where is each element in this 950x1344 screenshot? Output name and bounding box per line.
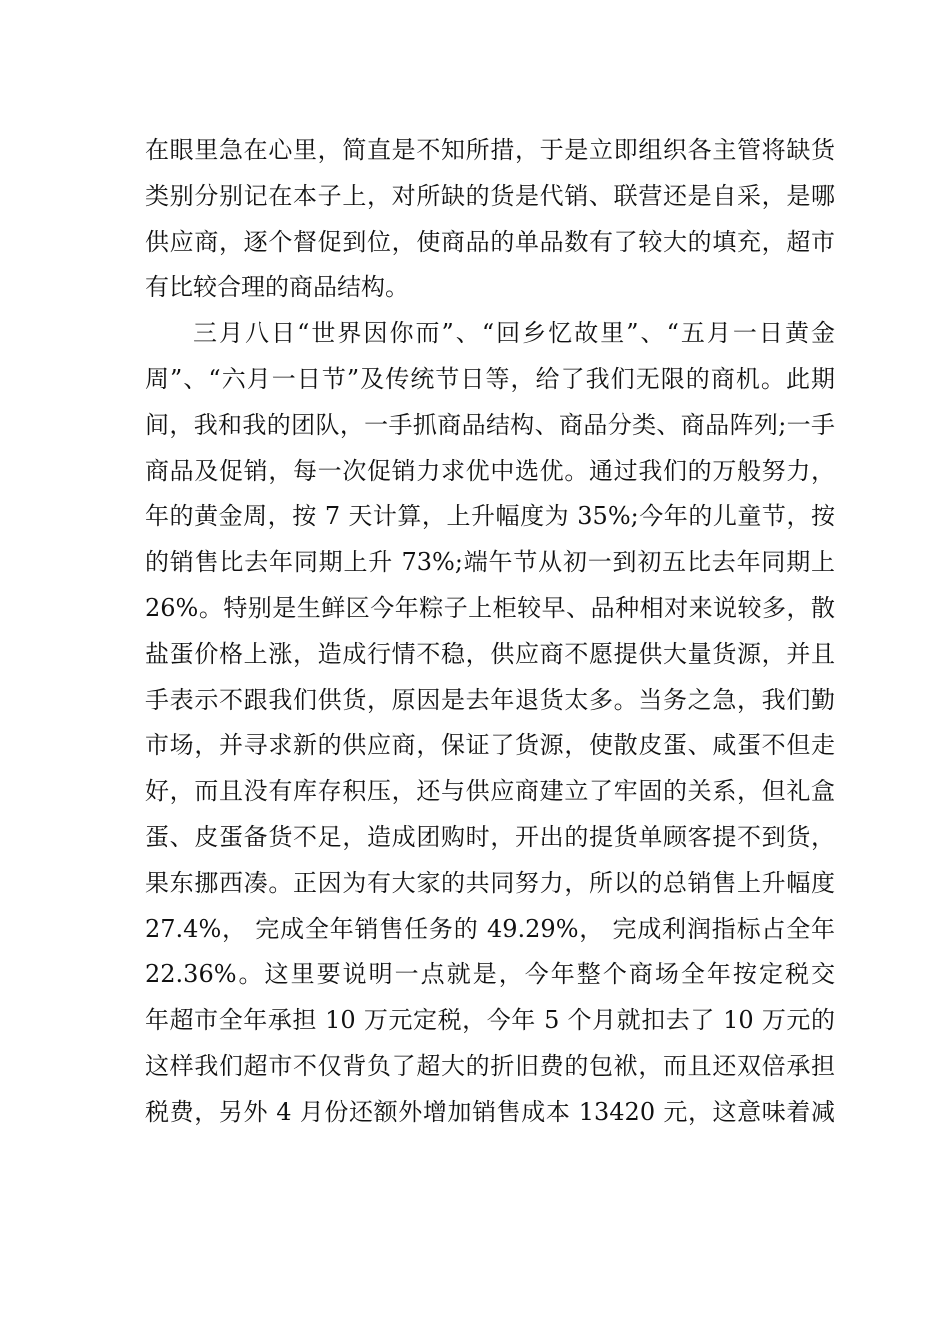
text-line: 类别分别记在本子上，对所缺的货是代销、联营还是自采，是哪 — [145, 181, 835, 210]
text-line: 蛋、皮蛋备货不足，造成团购时，开出的提货单顾客提不到货， — [145, 822, 835, 851]
text-line: 有比较合理的商品结构。 — [145, 273, 409, 302]
text-line: 26%。特别是生鲜区今年粽子上柜较早、品种相对来说较多，散 — [145, 593, 835, 622]
text-line: 好，而且没有库存积压，还与供应商建立了牢固的关系，但礼盒 — [145, 777, 835, 806]
text-line: 果东挪西凑。正因为有大家的共同努力，所以的总销售上升幅度 — [145, 868, 835, 897]
text-line: 在眼里急在心里，简直是不知所措，于是立即组织各主管将缺货 — [145, 136, 835, 164]
text-line: 周”、“六月一日节”及传统节日等，给了我们无限的商机。此期 — [145, 364, 835, 393]
text-line: 市场，并寻求新的供应商，保证了货源，使散皮蛋、咸蛋不但走 — [145, 731, 835, 760]
text-line: 供应商，逐个督促到位，使商品的单品数有了较大的填充，超市 — [145, 227, 835, 256]
text-line: 商品及促销，每一次促销力求优中选优。通过我们的万般努力， — [145, 456, 835, 485]
text-line: 年超市全年承担 10 万元定税，今年 5 个月就扣去了 10 万元的 — [145, 1006, 835, 1035]
text-line: 盐蛋价格上涨，造成行情不稳，供应商不愿提供大量货源，并且 — [145, 639, 835, 668]
text-line: 年的黄金周，按 7 天计算，上升幅度为 35%;今年的儿童节，按 — [145, 502, 835, 531]
text-line: 手表示不跟我们供货，原因是去年退货太多。当务之急，我们勤 — [145, 685, 835, 714]
paragraph-first-line: 三月八日“世界因你而”、“回乡忆故里”、“五月一日黄金 — [193, 319, 835, 348]
text-line: 这样我们超市不仅背负了超大的折旧费的包袱，而且还双倍承担 — [145, 1051, 835, 1080]
text-line: 27.4%， 完成全年销售任务的 49.29%， 完成利润指标占全年 — [145, 914, 835, 943]
text-line: 22.36%。这里要说明一点就是，今年整个商场全年按定税交 — [145, 960, 835, 989]
text-line: 税费，另外 4 月份还额外增加销售成本 13420 元，这意味着减 — [145, 1097, 835, 1126]
text-line: 间，我和我的团队，一手抓商品结构、商品分类、商品阵列;一手 — [145, 410, 835, 439]
body-text — [145, 128, 835, 1136]
text-line: 的销售比去年同期上升 73%;端午节从初一到初五比去年同期上 — [145, 548, 835, 577]
